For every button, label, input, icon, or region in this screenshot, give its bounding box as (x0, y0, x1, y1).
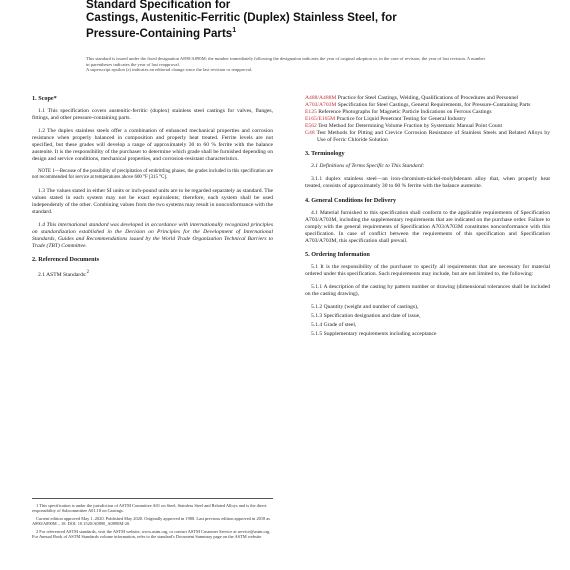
paragraph-3-1-1: 3.1.1 duplex stainless steel—an iron-chromium-nickel-molybdenum alloy that, when properly heat treated, consists of approximately 30 to 60 % ferrite with the balance austenite. (305, 176, 550, 190)
title-line-3 (86, 24, 486, 40)
paragraph-4-1: 4.1 Material furnished to this specification shall conform to the applicable requirements of Specification A703/A703M, including the supplementary requirements that are indicated on the purchase order. Failure to comply with the general requirements of Specification A703/A703M constitutes nonconformance with this specification. In case of conflict between the requirements of this specification and Specification A703/A703M, this specification shall prevail. (305, 209, 550, 244)
title-line-3-text: Pressure-Containing Parts (86, 27, 233, 41)
footnote-1: 1 This specification is under the jurisdiction of ASTM Committee A01 on Steel, Stainless Steel and Related Alloys and is the direct responsibility of Subcommittee A01.18 on Castings. (32, 503, 267, 514)
reference-title: Specification for Steel Castings, General Requirements, for Pressure-Containing Parts (336, 102, 531, 109)
reference-code-link[interactable]: E125 (305, 109, 317, 116)
title-line-1: Standard Specification for (86, 0, 231, 11)
paragraph-3-1: 3.1 Definitions of Terms Specific to This Standard: (311, 163, 425, 170)
document-title (86, 0, 486, 40)
reference-code-link[interactable]: E165/E165M (305, 116, 336, 123)
section-heading-scope: 1. Scope* (32, 95, 57, 102)
paragraph-1-3: 1.3 The values stated in either SI units or inch-pound units are to be regarded separately as standard. The values stated in each system may not be exact equivalents; therefore, each system shall be used independently of the other. Combining values from the two systems may result in nonconformance with the standard. (32, 187, 273, 215)
footnote-1b: Current edition approved May 1, 2020. Published May 2020. Originally approved in 1988. Last previous edition approved in 2018 as A890/A890M – 18. DOI: 10.1520/A0890_A0890M-20. (32, 515, 271, 527)
footnotes (32, 498, 273, 541)
section-heading-terminology: 3. Terminology (305, 150, 345, 158)
designation-note-1: This standard is issued under the fixed designation A890/A890M; the number immediately following the designation indicates the year of original adoption or, in the case of revision, the year of last revision. A number in parentheses indicates the year of last reapproval. (86, 56, 486, 67)
paragraph-1-2: 1.2 The duplex stainless steels offer a combination of enhanced mechanical properties and corrosion resistance when properly balanced in composition and properly heat treated. Ferrite levels are not specified, but these grades will develop a range of approximately 30 to 60 % ferrite with the balance austenite. It is the responsibility of the purchaser to determine which grade shall be furnished depending on design and service conditions, mechanical properties, and corrosion-resistant characteristics. (32, 128, 273, 163)
paragraph-5-1-3: 5.1.3 Specification designation and date of issue, (311, 313, 421, 320)
reference-title: Test Method for Determining Volume Fraction by Systematic Manual Point Count (316, 123, 503, 130)
reference-item (305, 95, 550, 102)
paragraph-1-1: 1.1 This specification covers austenitic-ferritic (duplex) stainless steel castings for valves, flanges, fittings, and other pressure-containing parts. (32, 108, 273, 122)
designation-note-2: A superscript epsilon (ε) indicates an editorial change since the last revision or reapproval. (86, 67, 253, 73)
note-1: NOTE 1—Because of the possibility of precipitation of embrittling phases, the grades included in this specification are not recommended for service at temperatures above 600 °F [315 °C]. (32, 169, 273, 181)
designation-note (86, 56, 486, 73)
reference-title: Practice for Liquid Penetrant Testing for General Industry (335, 116, 467, 123)
section-heading-referenced-documents: 2. Referenced Documents (32, 255, 100, 263)
reference-title: Reference Photographs for Magnetic Particle Indications on Ferrous Castings (316, 109, 492, 116)
footnote-2: 2 For referenced ASTM standards, visit the ASTM website, www.astm.org, or contact ASTM Customer Service at service@astm.org. For Annual Book of ASTM Standards volume information, refer to the standard's Document Summary page on the ASTM website. (32, 528, 271, 540)
paragraph-5-1: 5.1 It is the responsibility of the purchaser to specify all requirements that are necessary for material ordered under this specification. Such requirements may include, but are not limited to, the following: (305, 263, 550, 277)
right-column (305, 95, 550, 340)
reference-list (305, 95, 550, 144)
section-heading-general-conditions: 4. General Conditions for Delivery (305, 196, 397, 204)
title-line-2: Castings, Austenitic-Ferritic (Duplex) Stainless Steel, for (86, 11, 397, 25)
paragraph-1-4: 1.4 This international standard was developed in accordance with internationally recognized principles on standardization established in the Decision on Principles for the Development of International Standards, Guides and Recommendations issued by the World Trade Organization Technical Barriers to Trade (TBT) Committee. (32, 221, 273, 249)
reference-code-link[interactable]: E562 (305, 123, 317, 130)
left-column (32, 95, 273, 285)
reference-code-link[interactable]: G48 (305, 130, 315, 137)
paragraph-2-1-text: 2.1 ASTM Standards: (38, 271, 87, 278)
reference-item (305, 130, 550, 144)
footnote-mark-2: 2 (86, 269, 89, 275)
reference-code-link[interactable]: A703/A703M (305, 102, 337, 109)
reference-title: Practice for Steel Castings, Welding, Qualifications of Procedures and Personnel (336, 95, 519, 101)
section-heading-ordering-information: 5. Ordering Information (305, 250, 370, 258)
paragraph-5-1-2: 5.1.2 Quantity (weight and number of castings), (311, 304, 419, 311)
title-footnote-mark: 1 (232, 27, 237, 35)
paragraph-5-1-4: 5.1.4 Grade of steel, (311, 322, 357, 329)
reference-code-link[interactable]: A488/A488M (305, 95, 337, 101)
reference-title: Test Methods for Pitting and Crevice Corrosion Resistance of Stainless Steels and Related Alloys by Use of Ferric Chloride Solution (314, 130, 550, 144)
paragraph-5-1-1: 5.1.1 A description of the casting by pattern number or drawing (dimensional tolerances shall be included on the casting drawing), (305, 283, 550, 297)
paragraph-2-1 (32, 269, 273, 279)
paragraph-5-1-5: 5.1.5 Supplementary requirements including acceptance (311, 331, 437, 338)
